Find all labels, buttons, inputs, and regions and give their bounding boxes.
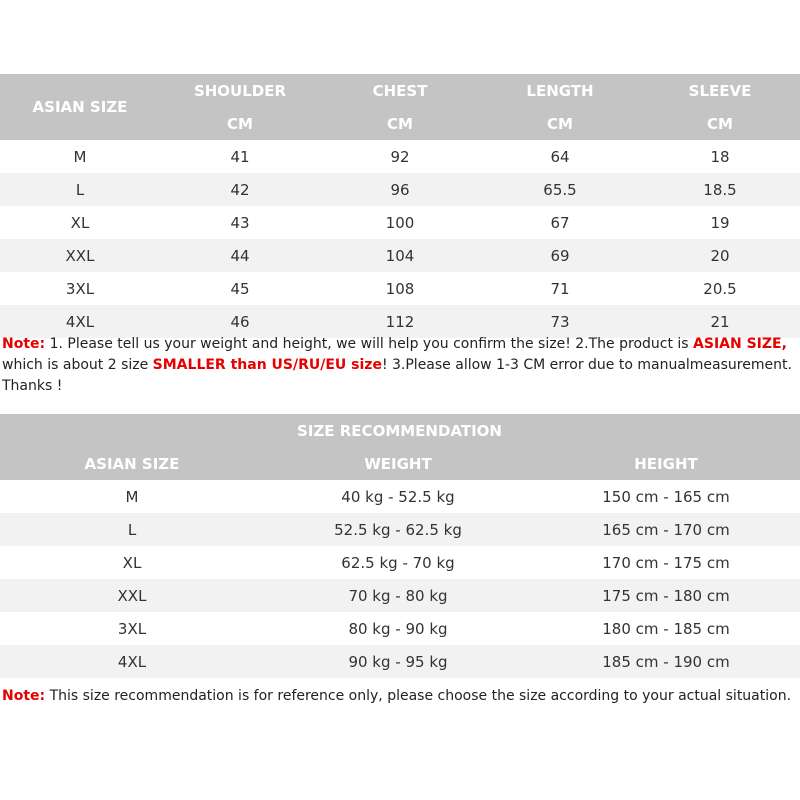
cell-size: XXL bbox=[0, 239, 160, 272]
cell-weight: 52.5 kg - 62.5 kg bbox=[264, 513, 532, 546]
cell-size: 3XL bbox=[65, 279, 95, 298]
cell-sleeve: 21 bbox=[640, 305, 800, 338]
cell-height: 185 cm - 190 cm bbox=[532, 645, 800, 678]
cell-size: XL bbox=[122, 553, 142, 572]
cell-shoulder: 41 bbox=[230, 147, 250, 166]
cell-length: 71 bbox=[550, 279, 570, 298]
header-height: HEIGHT bbox=[532, 447, 800, 480]
note-label: Note: bbox=[2, 336, 46, 352]
size-chart-table bbox=[0, 74, 800, 338]
unit-length: CM bbox=[480, 107, 640, 140]
cell-size: M bbox=[73, 147, 87, 166]
cell-height: 180 cm - 185 cm bbox=[602, 619, 730, 638]
cell-chest: 96 bbox=[320, 173, 480, 206]
table-row bbox=[0, 513, 800, 546]
cell-size: XXL bbox=[0, 579, 264, 612]
unit-chest: CM bbox=[320, 107, 480, 140]
cell-shoulder: 43 bbox=[230, 213, 250, 232]
cell-size: XL bbox=[70, 213, 90, 232]
table-row bbox=[0, 239, 800, 272]
cell-length: 67 bbox=[550, 213, 570, 232]
cell-chest: 112 bbox=[320, 305, 480, 338]
cell-sleeve: 19 bbox=[710, 213, 730, 232]
cell-weight: 40 kg - 52.5 kg bbox=[341, 487, 455, 506]
size-recommendation-table bbox=[0, 414, 800, 678]
note-text-part2: which is about 2 size bbox=[2, 357, 153, 373]
header-length: LENGTH bbox=[480, 74, 640, 107]
table-row bbox=[0, 579, 800, 612]
note-text: This size recommendation is for reference only, please choose the size according to your actual situation. bbox=[45, 688, 792, 704]
table-row bbox=[0, 206, 800, 239]
cell-height: 150 cm - 165 cm bbox=[602, 487, 730, 506]
cell-size: 3XL bbox=[117, 619, 147, 638]
cell-height: 165 cm - 170 cm bbox=[532, 513, 800, 546]
note-text-part1: 1. Please tell us your weight and height, we will help you confirm the size! 2.The product is bbox=[45, 336, 694, 352]
cell-chest: 92 bbox=[390, 147, 410, 166]
cell-length: 73 bbox=[480, 305, 640, 338]
cell-chest: 100 bbox=[385, 213, 415, 232]
cell-weight: 90 kg - 95 kg bbox=[264, 645, 532, 678]
recommendation-title-spacer bbox=[532, 414, 800, 447]
cell-size: M bbox=[125, 487, 139, 506]
header-asian-size: ASIAN SIZE bbox=[0, 447, 264, 480]
table-row bbox=[0, 272, 800, 305]
note-text-part3: ! 3.Please allow 1-3 CM error due to manualmeasurement. Thanks ! bbox=[2, 357, 792, 394]
header-shoulder: SHOULDER bbox=[160, 74, 320, 107]
cell-size: L bbox=[0, 513, 264, 546]
header-weight: WEIGHT bbox=[264, 447, 532, 480]
cell-size: L bbox=[0, 173, 160, 206]
table-row bbox=[0, 173, 800, 206]
note-label: Note: bbox=[2, 688, 46, 704]
note-highlight-asian-size: ASIAN SIZE, bbox=[693, 336, 787, 352]
table-row bbox=[0, 645, 800, 678]
table-row bbox=[0, 612, 800, 645]
cell-weight: 62.5 kg - 70 kg bbox=[341, 553, 455, 572]
cell-height: 170 cm - 175 cm bbox=[602, 553, 730, 572]
cell-chest: 104 bbox=[320, 239, 480, 272]
size-chart-note bbox=[2, 334, 794, 397]
recommendation-title: SIZE RECOMMENDATION bbox=[0, 414, 532, 447]
table-row bbox=[0, 546, 800, 579]
note-highlight-smaller: SMALLER than US/RU/EU size bbox=[152, 357, 382, 373]
cell-sleeve: 20 bbox=[640, 239, 800, 272]
cell-size: 4XL bbox=[0, 305, 160, 338]
cell-weight: 80 kg - 90 kg bbox=[348, 619, 448, 638]
cell-sleeve: 18 bbox=[710, 147, 730, 166]
header-asian-size: ASIAN SIZE bbox=[0, 74, 160, 140]
cell-length: 65.5 bbox=[480, 173, 640, 206]
cell-sleeve: 20.5 bbox=[703, 279, 737, 298]
cell-weight: 70 kg - 80 kg bbox=[264, 579, 532, 612]
header-chest: CHEST bbox=[320, 74, 480, 107]
recommendation-note bbox=[2, 686, 794, 707]
header-sleeve: SLEEVE bbox=[640, 74, 800, 107]
unit-shoulder: CM bbox=[160, 107, 320, 140]
cell-shoulder: 46 bbox=[160, 305, 320, 338]
cell-height: 175 cm - 180 cm bbox=[532, 579, 800, 612]
cell-length: 69 bbox=[480, 239, 640, 272]
cell-length: 64 bbox=[550, 147, 570, 166]
cell-size: 4XL bbox=[0, 645, 264, 678]
recommendation-header-row bbox=[0, 447, 800, 480]
cell-shoulder: 42 bbox=[160, 173, 320, 206]
unit-sleeve: CM bbox=[640, 107, 800, 140]
recommendation-title-row bbox=[0, 414, 800, 447]
size-chart-header-row bbox=[0, 74, 800, 107]
cell-sleeve: 18.5 bbox=[640, 173, 800, 206]
cell-shoulder: 44 bbox=[160, 239, 320, 272]
cell-chest: 108 bbox=[385, 279, 415, 298]
cell-shoulder: 45 bbox=[230, 279, 250, 298]
table-row bbox=[0, 140, 800, 173]
table-row bbox=[0, 480, 800, 513]
